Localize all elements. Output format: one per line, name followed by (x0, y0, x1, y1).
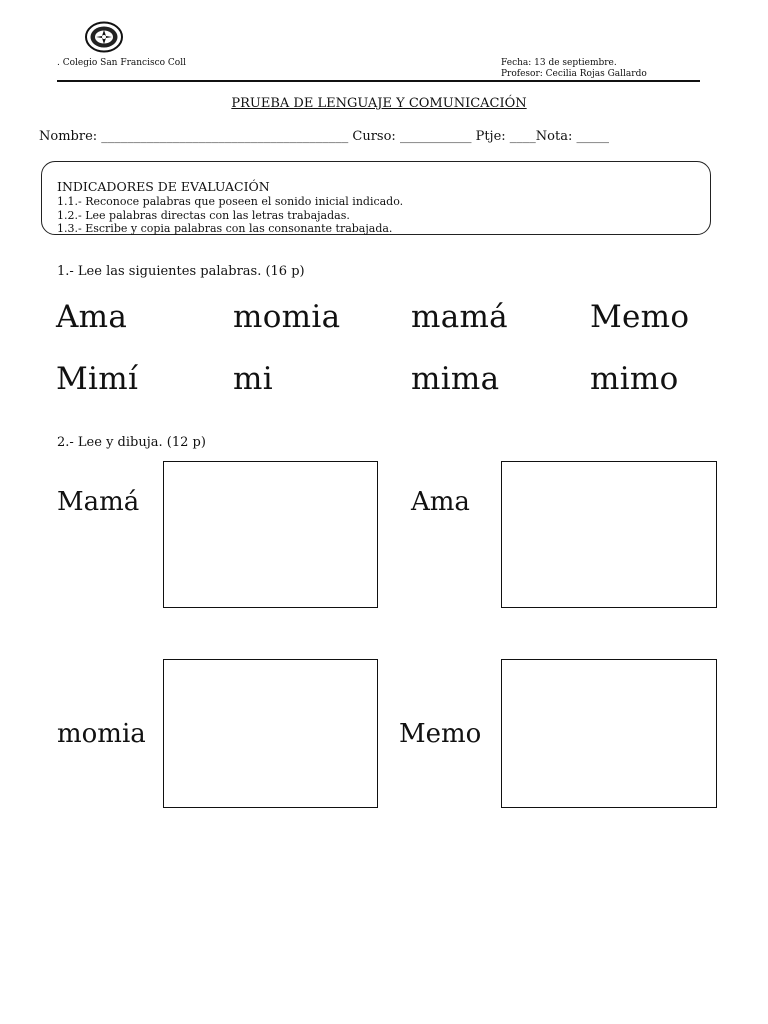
drawing-box[interactable] (163, 659, 378, 808)
reading-word: mima (411, 361, 500, 397)
page-title: PRUEBA DE LENGUAJE Y COMUNICACIÓN (231, 96, 527, 111)
drawing-word: Mamá (57, 487, 140, 517)
reading-word: mamá (411, 299, 508, 335)
question1-prompt: 1.- Lee las siguientes palabras. (16 p) (57, 264, 305, 279)
student-info-line: Nombre: ______________________________________ Curso: ___________ Ptje: ____Nota: _____ (39, 129, 609, 144)
drawing-word: Ama (411, 487, 470, 517)
indicator-item: 1.3.- Escribe y copia palabras con las consonante trabajada. (57, 222, 393, 235)
drawing-box[interactable] (163, 461, 378, 608)
exam-date: Fecha: 13 de septiembre. (501, 58, 617, 68)
question2-prompt: 2.- Lee y dibuja. (12 p) (57, 435, 206, 450)
indicators-box (41, 161, 711, 235)
school-seal-logo (84, 21, 124, 53)
indicators-heading: INDICADORES DE EVALUACIÓN (57, 179, 270, 194)
indicator-item: 1.2.- Lee palabras directas con las letras trabajadas. (57, 209, 350, 222)
reading-word: Ama (56, 299, 128, 335)
reading-word: mi (233, 361, 273, 397)
header-rule (57, 80, 700, 82)
reading-word: Memo (590, 299, 690, 335)
school-name: . Colegio San Francisco Coll (57, 58, 186, 68)
drawing-word: Memo (399, 719, 482, 749)
indicator-item: 1.1.- Reconoce palabras que poseen el sonido inicial indicado. (57, 195, 404, 208)
reading-word: Mimí (56, 361, 139, 397)
teacher-name: Profesor: Cecilia Rojas Gallardo (501, 69, 647, 79)
drawing-word: momia (57, 719, 146, 749)
reading-word: mimo (590, 361, 679, 397)
drawing-box[interactable] (501, 659, 717, 808)
reading-word: momia (233, 299, 341, 335)
drawing-box[interactable] (501, 461, 717, 608)
